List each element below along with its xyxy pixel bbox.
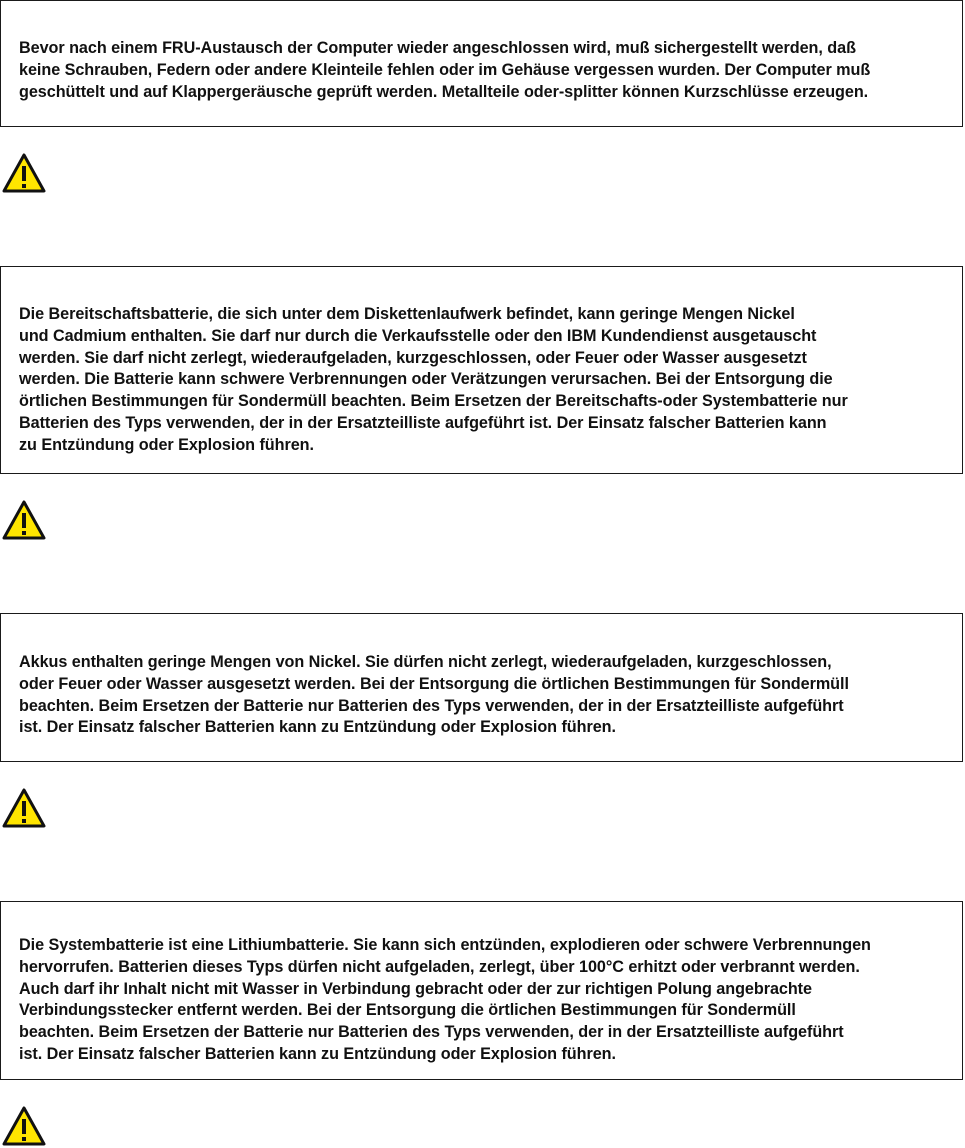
notice-line: Batterien des Typs verwenden, der in der Ersatzteilliste aufgeführt ist. Der Einsatz falscher Batterien kann bbox=[19, 413, 827, 432]
notice-line: ist. Der Einsatz falscher Batterien kann zu Entzündung oder Explosion führen. bbox=[19, 1044, 616, 1063]
notice-text bbox=[19, 304, 958, 457]
notice-line: Die Systembatterie ist eine Lithiumbatterie. Sie kann sich entzünden, explodieren oder schwere Verbrennungen bbox=[19, 936, 871, 954]
notice-line: hervorrufen. Batterien dieses Typs dürfen nicht aufgeladen, zerlegt, über 100°C erhitzt oder verbrannt werden. bbox=[19, 957, 860, 976]
warning-triangle-icon bbox=[2, 500, 46, 540]
notice-nickel-battery bbox=[0, 613, 963, 762]
notice-fru-exchange bbox=[0, 0, 963, 127]
notice-line: beachten. Beim Ersetzen der Batterie nur Batterien des Typs verwenden, der in der Ersatzteilliste aufgeführt bbox=[19, 696, 844, 715]
notice-line: keine Schrauben, Federn oder andere Kleinteile fehlen oder im Gehäuse vergessen wurden. Der Computer muß bbox=[19, 60, 871, 79]
notice-line: Verbindungsstecker entfernt werden. Bei der Entsorgung die örtlichen Bestimmungen für Sondermüll bbox=[19, 1001, 796, 1020]
notice-line: ist. Der Einsatz falscher Batterien kann zu Entzündung oder Explosion führen. bbox=[19, 718, 616, 737]
notice-line: geschüttelt und auf Klappergeräusche geprüft werden. Metallteile oder-splitter können Kurzschlüsse erzeugen. bbox=[19, 82, 869, 101]
notice-line: und Cadmium enthalten. Sie darf nur durch die Verkaufsstelle oder den IBM Kundendienst ausgetauscht bbox=[19, 326, 817, 345]
notice-line: örtlichen Bestimmungen für Sondermüll beachten. Beim Ersetzen der Bereitschafts-oder Systembatterie nur bbox=[19, 392, 848, 411]
notice-line: Akkus enthalten geringe Mengen von Nickel. Sie dürfen nicht zerlegt, wiederaufgeladen, kurzgeschlossen, bbox=[19, 653, 832, 671]
notice-line: oder Feuer oder Wasser ausgesetzt werden. Bei der Entsorgung die örtlichen Bestimmungen für Sondermüll bbox=[19, 674, 849, 693]
notice-text bbox=[19, 38, 958, 103]
notice-text bbox=[19, 652, 958, 739]
notice-lithium-battery bbox=[0, 901, 963, 1080]
notice-standby-battery bbox=[0, 266, 963, 474]
warning-triangle-icon bbox=[2, 788, 46, 828]
notice-line: Auch darf ihr Inhalt nicht mit Wasser in Verbindung gebracht oder der zur richtigen Polung angebrachte bbox=[19, 979, 812, 998]
warning-triangle-icon bbox=[2, 1106, 46, 1146]
notice-line: Die Bereitschaftsbatterie, die sich unter dem Diskettenlaufwerk befindet, kann geringe Mengen Nickel bbox=[19, 305, 795, 323]
notice-line: zu Entzündung oder Explosion führen. bbox=[19, 435, 314, 454]
notice-text bbox=[19, 935, 958, 1066]
notice-line: beachten. Beim Ersetzen der Batterie nur Batterien des Typs verwenden, der in der Ersatzteilliste aufgeführt bbox=[19, 1023, 844, 1042]
notice-line: Bevor nach einem FRU-Austausch der Computer wieder angeschlossen wird, muß sichergestellt werden, daß bbox=[19, 39, 856, 57]
notice-line: werden. Sie darf nicht zerlegt, wiederaufgeladen, kurzgeschlossen, oder Feuer oder Wasser ausgesetzt bbox=[19, 348, 807, 367]
notice-line: werden. Die Batterie kann schwere Verbrennungen oder Verätzungen verursachen. Bei der Entsorgung die bbox=[19, 370, 833, 389]
warning-triangle-icon bbox=[2, 153, 46, 193]
